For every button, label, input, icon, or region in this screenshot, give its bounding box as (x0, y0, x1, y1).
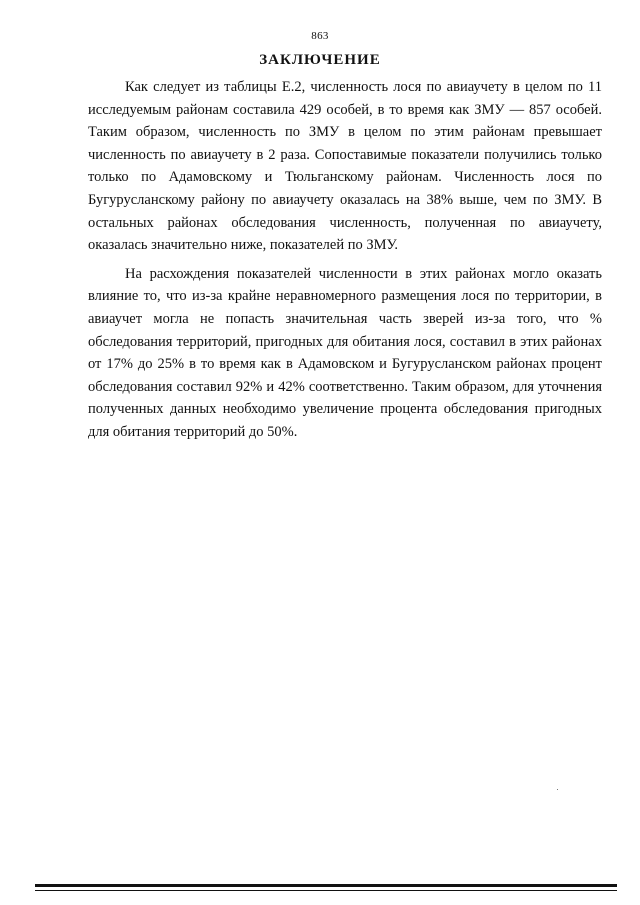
body-text (88, 76, 602, 450)
footer-rule-thin (35, 890, 617, 891)
section-title: ЗАКЛЮЧЕНИЕ (259, 52, 381, 68)
page-number: 863 (311, 30, 329, 42)
footer-rule-thick (35, 884, 617, 887)
scan-speck (557, 789, 558, 790)
paragraph-1: Как следует из таблицы Е.2, численность лося по авиаучету в целом по 11 исследуемым районам составила 429 особей, в то время как ЗМУ — 857 особей. Таким образом, численность по ЗМУ в целом по этим районам превышает численность по авиаучету в 2 раза. Сопоставимые показатели получились только только по Адамовскому и Тюльганскому районам. Численность лося по Бугурусланскому району по авиаучету оказалась на 38% выше, чем по ЗМУ. В остальных районах обследования численность, полученная по авиаучету, оказалась значительно ниже, показателей по ЗМУ. (88, 79, 602, 254)
paragraph-2: На расхождения показателей численности в этих районах могло оказать влияние то, что из-за крайне неравномерного размещения лося по территории, в авиаучет могла не попасть значительная часть зверей из-за того, что % обследования территорий, пригодных для обитания лося, составил в этих районах от 17% до 25% в то время как в Адамовском и Бугурусланском районах процент обследования составил 92% и 42% соответственно. Таким образом, для уточнения полученных данных необходимо увеличение процента обследования пригодных для обитания территорий до 50%. (88, 265, 602, 440)
